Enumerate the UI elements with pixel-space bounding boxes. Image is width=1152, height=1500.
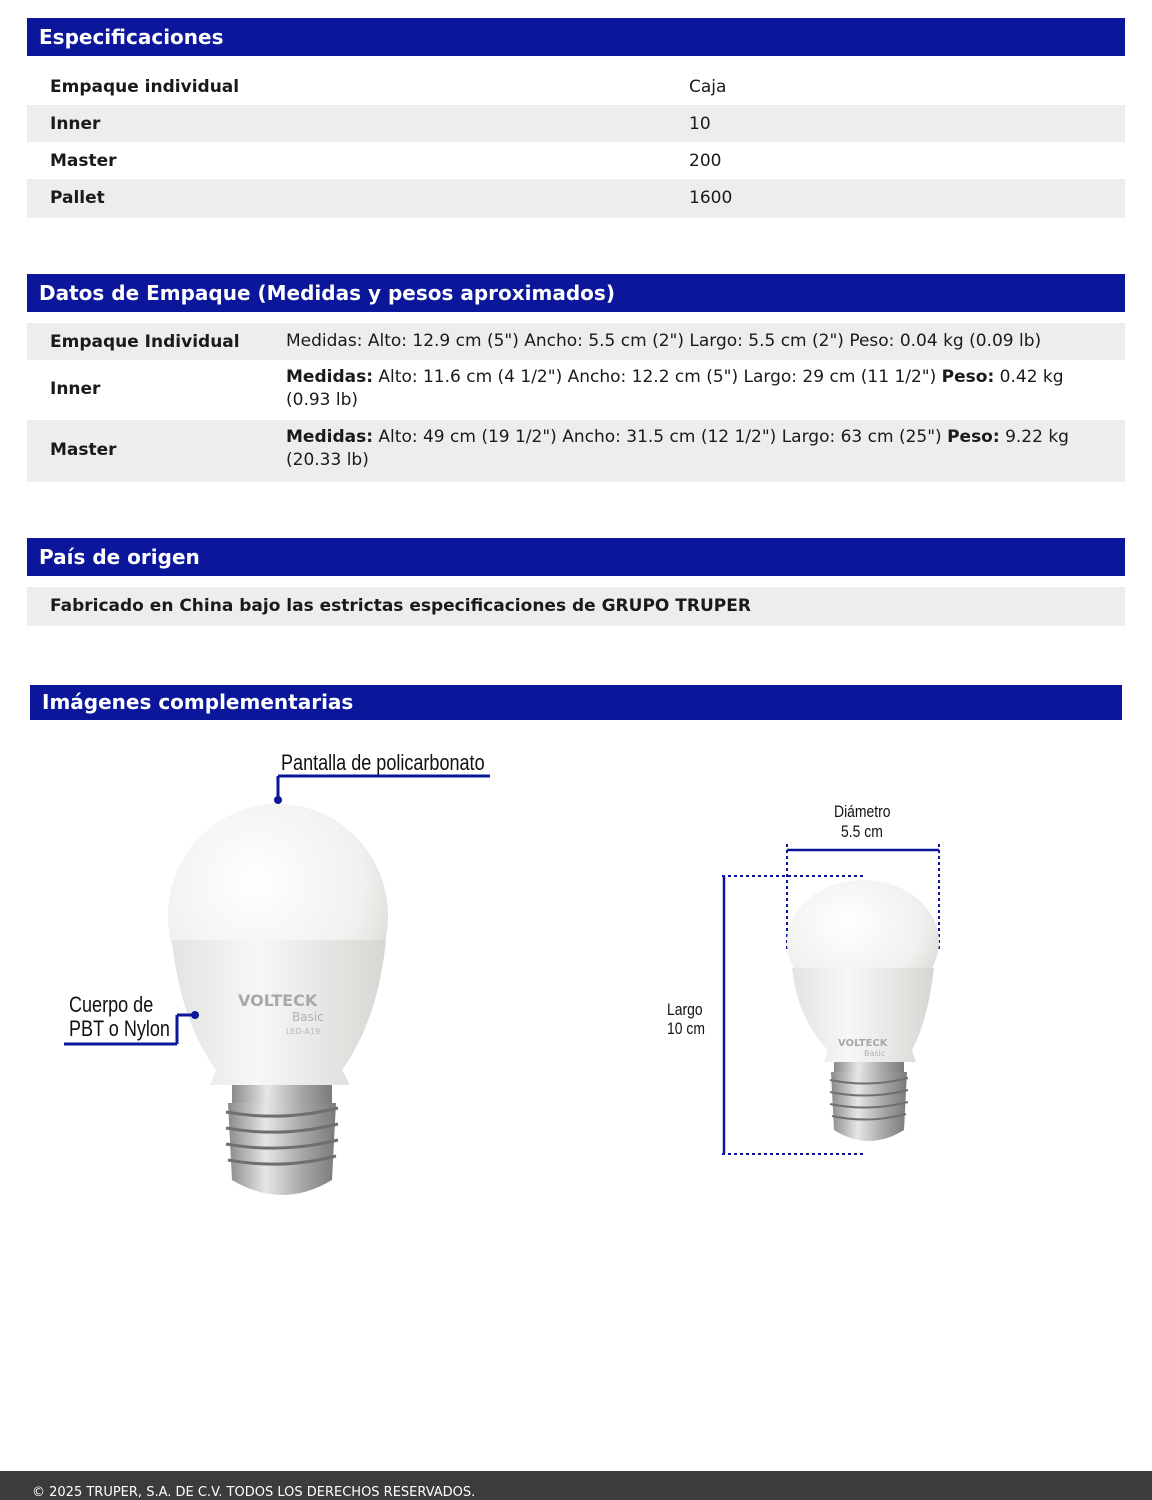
packaging-value <box>286 366 1106 412</box>
bulb-screw-base <box>226 1103 338 1195</box>
medidas-text: Alto: 11.6 cm (4 1/2") Ancho: 12.2 cm (5") Largo: 29 cm (11 1/2") <box>373 367 942 387</box>
packaging-label: Inner <box>50 379 101 399</box>
bulb-model: LED-A19 <box>286 1027 321 1036</box>
packaging-value <box>286 426 1106 472</box>
bulb-features-image <box>60 740 520 1220</box>
callout-dot-top <box>274 796 282 804</box>
bulb-dimensions-image <box>700 840 960 1170</box>
label-diameter-value: 5.5 cm <box>841 822 883 841</box>
bulb-line: Basic <box>864 1049 886 1058</box>
spec-row-master <box>27 142 1125 179</box>
peso-label: Peso: <box>947 427 1000 447</box>
spec-value: Caja <box>689 77 727 97</box>
medidas-label: Medidas: <box>286 427 374 447</box>
spec-value: 200 <box>689 151 722 171</box>
origin-header: País de origen <box>27 538 1125 576</box>
footer: © 2025 TRUPER, S.A. DE C.V. TODOS LOS DERECHOS RESERVADOS. <box>0 1471 1152 1500</box>
label-diameter: Diámetro <box>834 802 891 821</box>
packaging-label: Master <box>50 440 117 460</box>
spec-label: Inner <box>50 114 101 134</box>
origin-row <box>27 587 1125 626</box>
label-pantalla: Pantalla de policarbonato <box>281 750 485 775</box>
bulb-screw-base <box>830 1072 908 1141</box>
spec-value: 1600 <box>689 188 733 208</box>
packaging-row-master <box>27 420 1125 482</box>
spec-label: Pallet <box>50 188 105 208</box>
spec-value: 10 <box>689 114 711 134</box>
spec-label: Empaque individual <box>50 77 240 97</box>
peso-label: Peso: <box>941 367 995 387</box>
label-length-value: 10 cm <box>667 1019 705 1038</box>
callout-dot-body <box>191 1011 199 1019</box>
label-cuerpo-1: Cuerpo de <box>69 992 154 1017</box>
peso-text: 0.42 kg (0.93 lb) <box>286 367 1064 410</box>
spec-row-inner <box>27 105 1125 142</box>
medidas-text: Alto: 49 cm (19 1/2") Ancho: 31.5 cm (12 1/2") Largo: 63 cm (25") <box>373 427 948 447</box>
peso-text: 9.22 kg (20.33 lb) <box>286 427 1069 470</box>
origin-text: Fabricado en China bajo las estrictas especificaciones de GRUPO TRUPER <box>50 596 751 616</box>
packaging-value: Medidas: Alto: 12.9 cm (5") Ancho: 5.5 cm (2") Largo: 5.5 cm (2") Peso: 0.04 kg (0.09 lb) <box>286 331 1042 351</box>
packaging-row-individual <box>27 323 1125 360</box>
bulb-brand: VOLTECK <box>838 1038 888 1049</box>
packaging-header: Datos de Empaque (Medidas y pesos aproximados) <box>27 274 1125 312</box>
spec-row-pallet <box>27 179 1125 218</box>
packaging-row-inner <box>27 360 1125 420</box>
specs-header: Especificaciones <box>27 18 1125 56</box>
medidas-label: Medidas: <box>286 367 374 387</box>
spec-label: Master <box>50 151 117 171</box>
bulb-body <box>172 940 386 1085</box>
label-cuerpo-2: PBT o Nylon <box>69 1016 170 1041</box>
bulb-features-svg <box>60 740 520 1220</box>
bulb-brand: VOLTECK <box>238 991 318 1010</box>
label-length: Largo <box>667 1000 703 1019</box>
spec-row-empaque <box>27 68 1125 105</box>
bulb-line: Basic <box>292 1010 324 1024</box>
images-header: Imágenes complementarias <box>30 685 1122 720</box>
bulb-dimensions-svg <box>700 840 960 1170</box>
packaging-label: Empaque Individual <box>50 332 240 352</box>
